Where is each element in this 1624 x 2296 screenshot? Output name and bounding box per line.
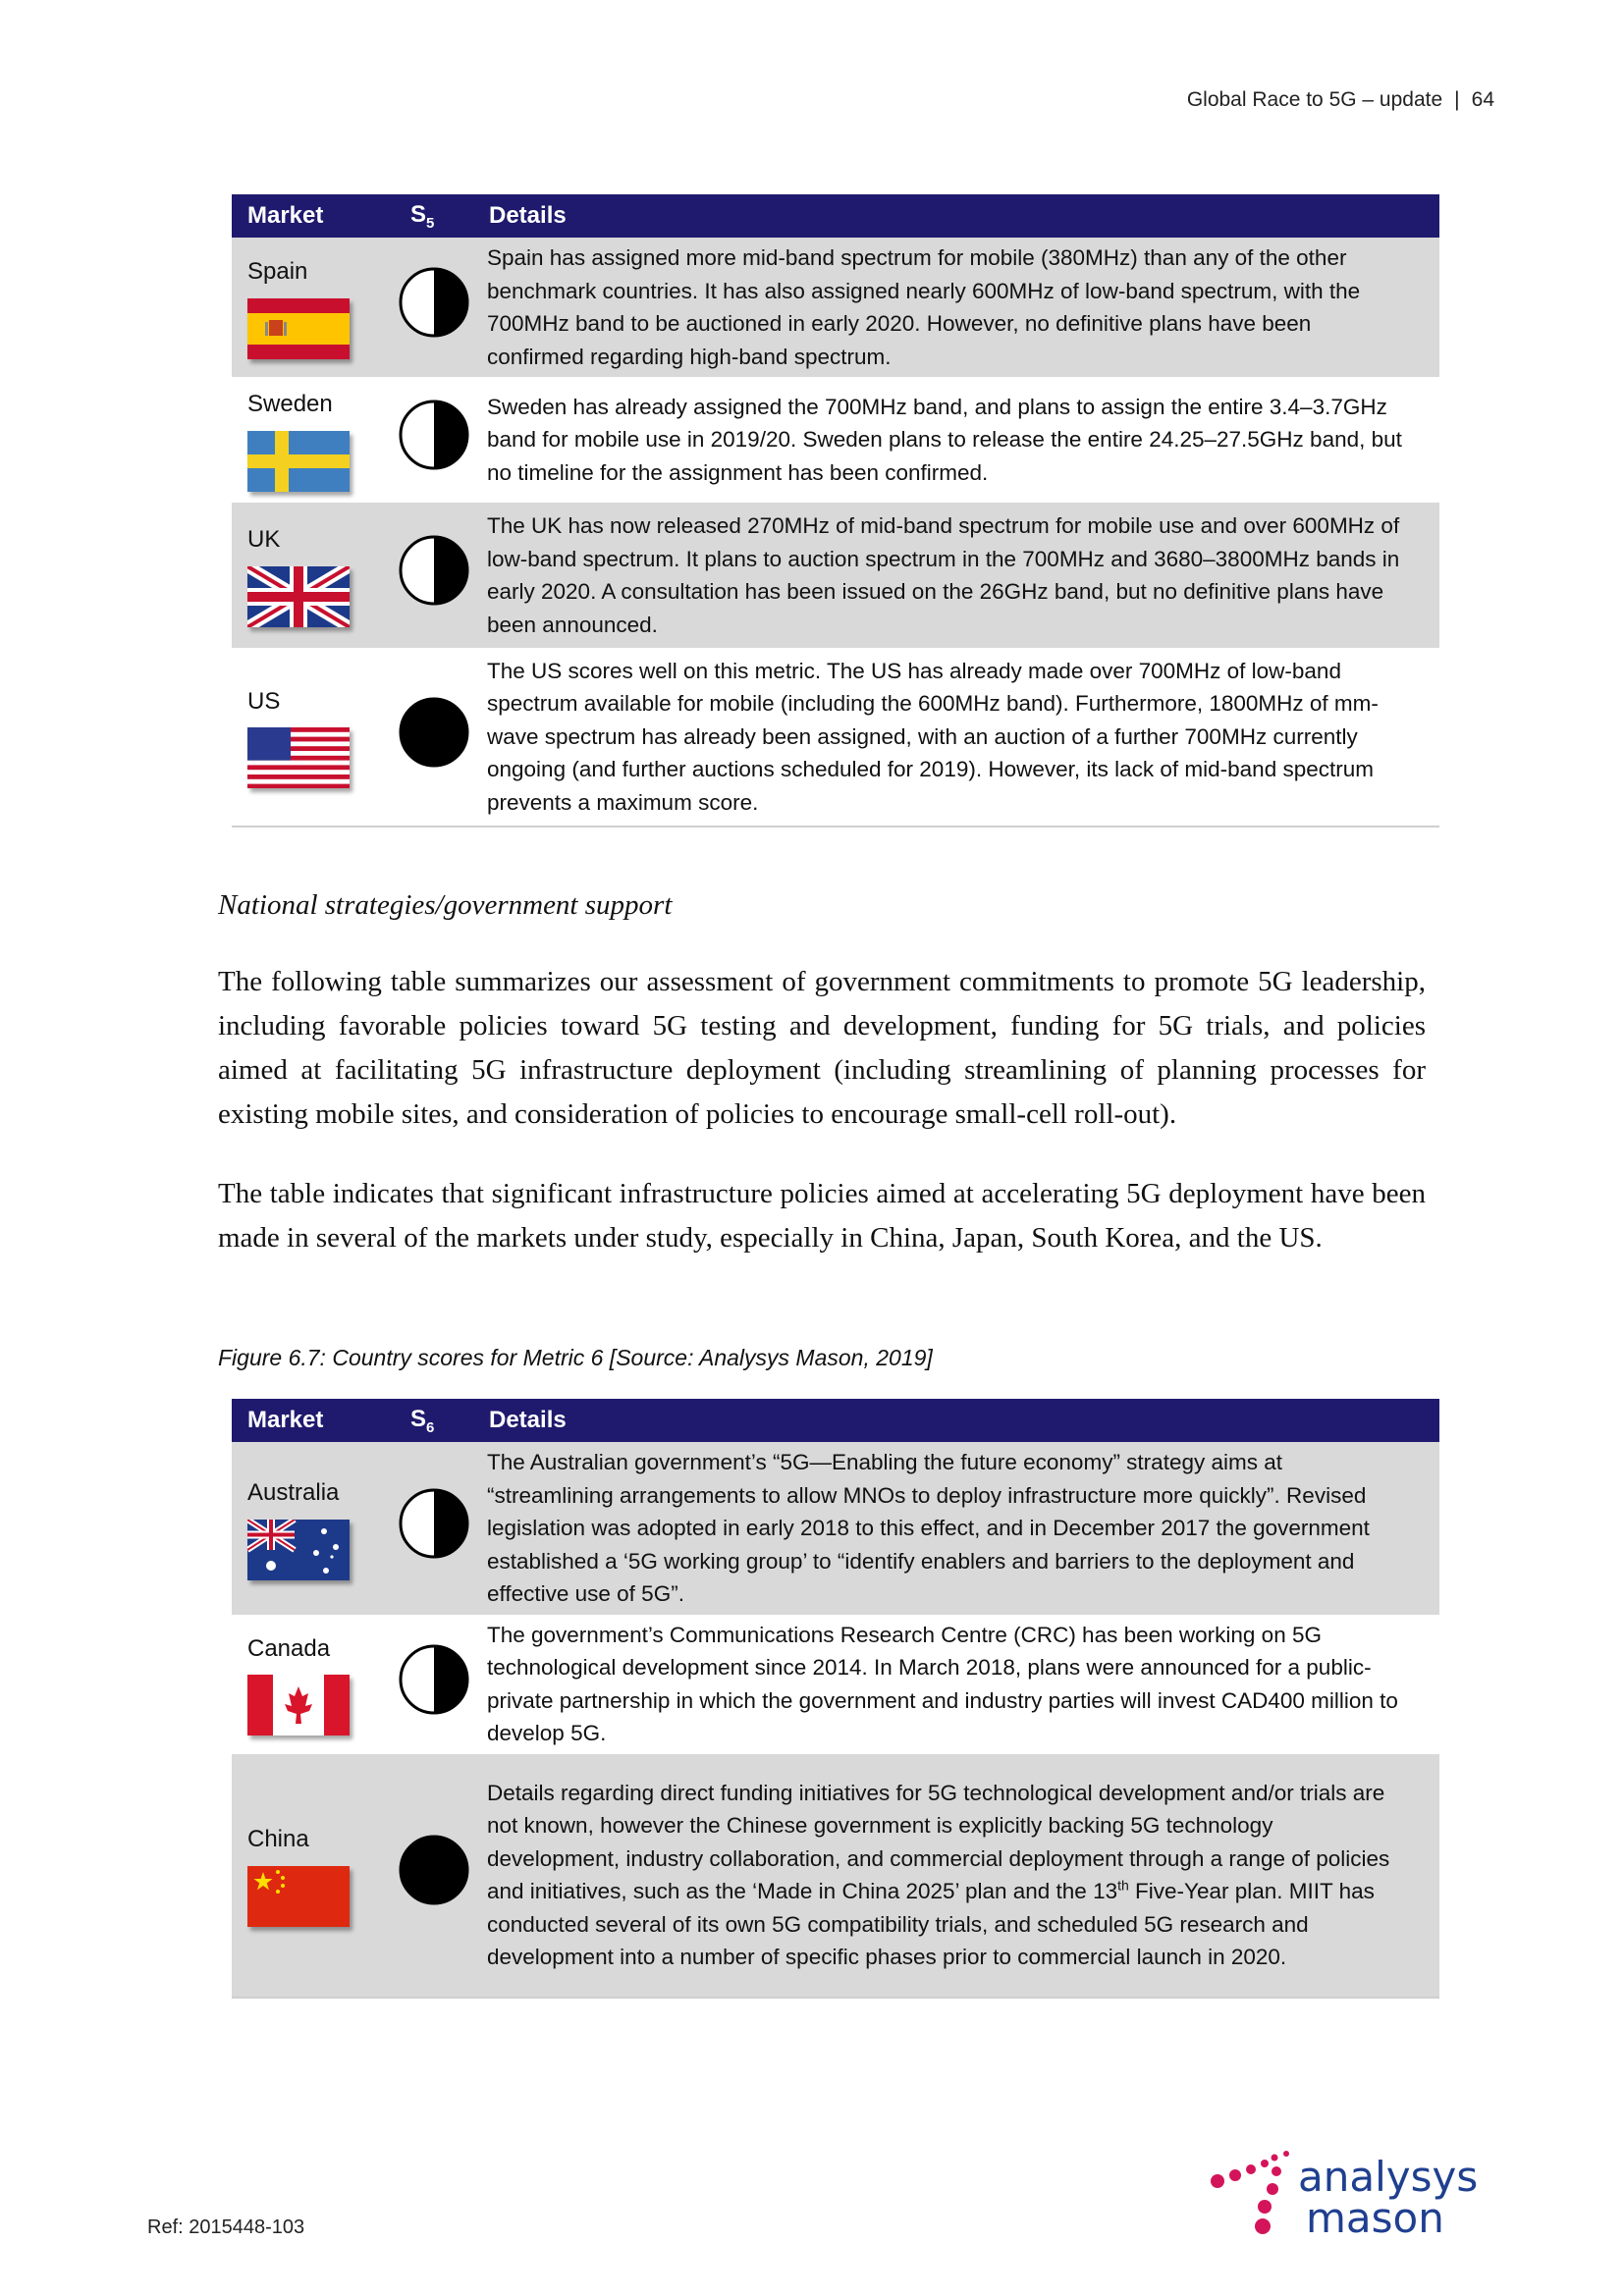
market-column-header: Market [232, 1399, 395, 1442]
svg-text:analysys: analysys [1298, 2153, 1479, 2201]
china-flag-icon [247, 1866, 350, 1927]
uk-flag-icon [247, 566, 350, 627]
page-number: 64 [1471, 88, 1494, 111]
svg-text:mason: mason [1306, 2194, 1444, 2240]
row-details: The UK has now released 270MHz of mid-band spectrum for mobile use and over 600MHz of low-band spectrum. It plans to auction spectrum in the 700MHz and 3680–3800MHz bands in early 2020. A consultation has been issued on the 26GHz band, but no definitive plans have been announced. [473, 503, 1439, 648]
spain-flag-icon [247, 298, 350, 359]
metric5-table [232, 194, 1439, 828]
harvey-ball-half-icon [398, 266, 470, 339]
harvey-ball-three-quarter-icon [398, 696, 470, 769]
header-title: Global Race to 5G – update [1186, 88, 1443, 111]
market-name: Australia [247, 1479, 340, 1506]
market-name: Spain [247, 258, 308, 286]
us-flag-icon [247, 727, 350, 788]
table-row [232, 377, 1439, 503]
canada-flag-icon [247, 1675, 350, 1735]
table-header-row [232, 1399, 1439, 1442]
sweden-flag-icon [247, 431, 350, 492]
row-details: Details regarding direct funding initiatives for 5G technological development and/or trials are not known, however the Chinese government is explicitly backing 5G technology development, industry collaboration, and commercial deployment through a range of policies and initiatives, such as the ‘Made in China 2025’ plan and the 13th Five-Year plan. MIIT has conducted several of its own 5G compatibility trials, and scheduled 5G research and development into a number of specific phases prior to commercial launch in 2020. [473, 1754, 1439, 1998]
metric6-table [232, 1399, 1439, 1999]
row-details: Sweden has already assigned the 700MHz band, and plans to assign the entire 3.4–3.7GHz band for mobile use in 2019/20. Sweden plans to release the entire 24.25–27.5GHz band, but no timeline for the assignment has been confirmed. [487, 394, 1402, 485]
harvey-ball-full-icon [398, 1834, 470, 1906]
table-header-row [232, 194, 1439, 238]
figure-caption: Figure 6.7: Country scores for Metric 6 [Source: Analysys Mason, 2019] [218, 1345, 933, 1370]
row-details: Spain has assigned more mid-band spectrum for mobile (380MHz) than any of the other benchmark countries. It has also assigned nearly 600MHz of low-band spectrum, with the 700MHz band to be auctioned in early 2020. However, no definitive plans have been confirmed regarding high-band spectrum. [473, 238, 1439, 377]
harvey-ball-half-icon [398, 1487, 470, 1560]
market-name: China [247, 1826, 309, 1853]
harvey-ball-half-icon [398, 1643, 470, 1716]
details-column-header: Details [473, 194, 1439, 238]
table-row [232, 503, 1439, 648]
row-details: The Australian government’s “5G—Enabling the future economy” strategy aims at “streamlining arrangements to allow MNOs to deploy infrastructure more quickly”. Revised legislation was adopted in early 2018 to this effect, and in December 2017 the government established a ‘5G working group’ to “identify enablers and barriers to the deployment and effective use of 5G”. [473, 1442, 1439, 1615]
table-row [232, 1754, 1439, 1998]
footer-reference: Ref: 2015448-103 [147, 2216, 305, 2238]
row-details: The US scores well on this metric. The US has already made over 700MHz of low-band spectrum available for mobile (including the 600MHz band). Furthermore, 1800MHz of mm-wave spectrum has already been assigned, with an auction of a further 700MHz currently ongoing (and further auctions scheduled for 2019). However, its lack of mid-band spectrum prevents a maximum score. [473, 648, 1439, 827]
table-row [232, 1615, 1439, 1754]
analysys-mason-logo [1208, 2142, 1512, 2240]
australia-flag-icon [247, 1520, 350, 1580]
body-paragraph: The following table summarizes our assessment of government commitments to promote 5G leadership, including favorable policies toward 5G testing and development, funding for 5G trials, and policies aimed at facilitating 5G infrastructure deployment (including streamlining of planning processes for existing mobile sites, and consideration of policies to encourage small-cell roll-out). [218, 966, 1426, 1130]
market-name: Canada [247, 1634, 331, 1662]
harvey-ball-half-icon [398, 399, 470, 471]
table-row [232, 238, 1439, 377]
section-heading: National strategies/government support [218, 889, 673, 921]
table-row [232, 1442, 1439, 1615]
market-name: UK [247, 526, 281, 554]
market-column-header: Market [232, 194, 395, 238]
market-name: US [247, 687, 281, 715]
table-row [232, 648, 1439, 827]
row-details: The government’s Communications Research Centre (CRC) has been working on 5G technological development since 2014. In March 2018, plans were announced for a public-private partnership in which the government and industry parties will invest CAD400 million to develop 5G. [487, 1622, 1398, 1745]
header-separator: | [1454, 88, 1460, 111]
score-column-header: $S_5$ [395, 194, 473, 238]
score-column-header: $S_6$ [395, 1399, 473, 1442]
running-header [1187, 88, 1494, 112]
body-paragraph: The table indicates that significant infrastructure policies aimed at accelerating 5G deployment have been made in several of the markets under study, especially in China, Japan, South Korea, and the US. [218, 1178, 1426, 1254]
details-column-header: Details [473, 1399, 1439, 1442]
market-name: Sweden [247, 391, 333, 418]
harvey-ball-half-icon [398, 534, 470, 607]
